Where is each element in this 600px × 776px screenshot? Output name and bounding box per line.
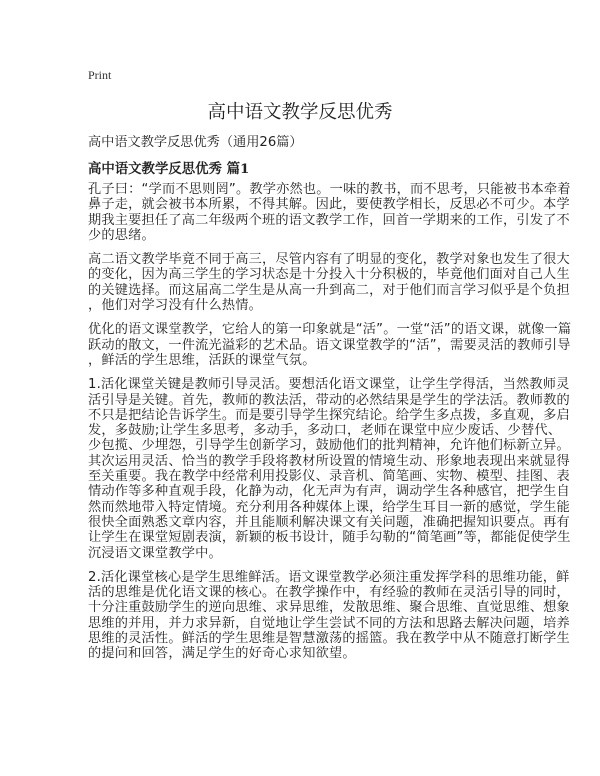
paragraph-line: 活的思维是优化语文课的核心。在教学操作中，有经验的教师在灵活引导的同时， — [88, 585, 570, 601]
paragraph-line: 不只是把结论告诉学生。而是要引导学生探究结论。给学生多点拨，多直观，多启 — [88, 407, 570, 423]
paragraph-line: 鼻子走，就会被书本所累，不得其解。因此，要使教学相长，反思必不可少。本学 — [88, 197, 570, 213]
paragraph-line: 十分注重鼓励学生的逆向思维、求异思维，发散思维、聚合思维、直觉思维、想象 — [88, 600, 570, 616]
paragraph-line: 的提问和回答，满足学生的好奇心求知欲望。 — [88, 646, 356, 662]
paragraph-line: 情动作等多种直观手段，化静为动，化无声为有声，调动学生各种感官，把学生自 — [88, 484, 570, 500]
paragraph — [88, 377, 571, 561]
paragraph-line: 思维的并用，并力求异新，自觉地让学生尝试不同的方法和思路去解决问题，培养 — [88, 615, 570, 631]
document-title: 高中语文教学反思优秀 — [207, 102, 393, 123]
paragraph-line: ，他们对学习没有什么热情。 — [88, 298, 263, 314]
paragraph-line: 很快全面熟悉文章内容，并且能顺利解决课文有关问题，准确把握知识要点。再有 — [88, 514, 570, 530]
paragraph-line: 发，多鼓励;让学生多思考，多动手，多动口，老师在课堂中应少废话、少替代、 — [88, 423, 562, 439]
paragraph-line: 思维的灵活性。鲜活的学生思维是智慧激荡的摇篮。我在教学中从不随意打断学生 — [88, 631, 570, 647]
paragraph — [88, 182, 571, 243]
paragraph-line: 高二语文教学毕竟不同于高三，尽管内容有了明显的变化，教学对象也发生了很大 — [88, 252, 570, 268]
paragraph-line: 的变化，因为高三学生的学习状态是十分投入十分积极的，毕竟他们面对自己人生 — [88, 267, 570, 283]
paragraph-line: 期我主要担任了高二年级两个班的语文教学工作，回首一学期来的工作，引发了不 — [88, 212, 570, 228]
paragraph-line: 然而然地带入特定情境。充分利用各种媒体上课，给学生耳目一新的感觉，学生能 — [88, 499, 570, 515]
document-body — [88, 182, 572, 671]
paragraph-line: ，鲜活的学生思维，活跃的课堂气氛。 — [88, 352, 316, 368]
paragraph-line: 跃动的散文，一件流光溢彩的艺术品。语文课堂教学的“活”，需要灵活的教师引导 — [88, 337, 571, 353]
paragraph-line: 让学生在课堂短剧表演，新颖的板书设计，随手勾勒的“简笔画”等，都能促使学生 — [88, 530, 571, 546]
paragraph-line: 的关键选择。而这届高二学生是从高一升到高二，对于他们而言学习似乎是个负担 — [88, 282, 570, 298]
print-label: Print — [88, 68, 112, 82]
paragraph — [88, 569, 570, 662]
paragraph-line: 少的思绪。 — [88, 227, 155, 243]
document-subtitle: 高中语文教学反思优秀（通用26篇） — [88, 135, 303, 150]
paragraph-line: 少包揽、少埋怨，引导学生创新学习，鼓励他们的批判精神，允许他们标新立异。 — [88, 438, 570, 454]
paragraph — [88, 252, 570, 314]
paragraph-line: 1.活化课堂关键是教师引导灵活。要想活化语文课堂，让学生学得活，当然教师灵 — [88, 377, 570, 393]
section-heading: 高中语文教学反思优秀 篇1 — [88, 161, 250, 177]
paragraph-line: 2.活化课堂核心是学生思维鲜活。语文课堂教学必须注重发挥学科的思维功能，鲜 — [88, 569, 570, 585]
paragraph-line: 其次运用灵活、恰当的教学手段将教材所设置的情境生动、形象地表现出来就显得 — [88, 453, 570, 469]
paragraph — [88, 322, 572, 368]
paragraph-line: 优化的语文课堂教学，它给人的第一印象就是“活”。一堂“活”的语文课，就像一篇 — [88, 322, 572, 338]
paragraph-line: 至关重要。我在教学中经常利用投影仪、录音机、简笔画、实物、模型、挂图、表 — [88, 469, 570, 485]
paragraph-line: 活引导是关键。首先，教师的教法活，带动的必然结果是学生的学法活。教师教的 — [88, 392, 570, 408]
paragraph-line: 沉浸语文课堂教学中。 — [88, 545, 222, 561]
paragraph-line: 孔子曰：“学而不思则罔”。教学亦然也。一味的教书，而不思考，只能被书本牵着 — [88, 182, 571, 197]
